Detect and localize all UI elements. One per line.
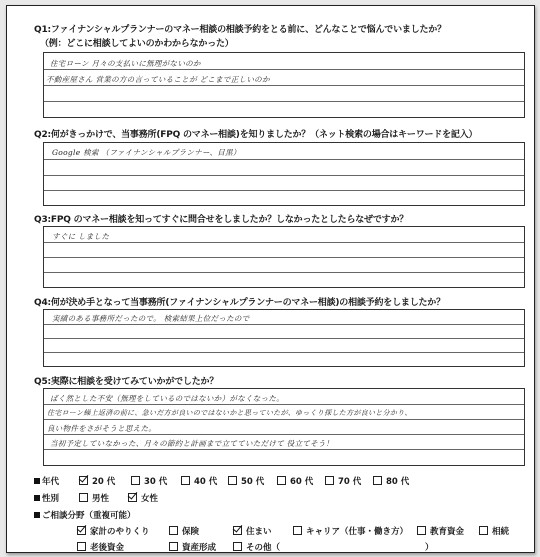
q3-title: Q3:FPQ のマネー相談を知ってすぐに問合せをしましたか？しなかったとしたらなぜですか？ xyxy=(34,215,409,225)
answer-line xyxy=(44,159,524,160)
answer-line xyxy=(44,419,524,420)
answer-line xyxy=(44,257,524,258)
category-option-education[interactable]: 教育資金 xyxy=(417,525,464,537)
checkbox[interactable] xyxy=(228,476,237,485)
q3-answer-1: すぐに しました xyxy=(52,232,110,241)
checkbox[interactable] xyxy=(277,476,286,485)
age-option-60[interactable]: 60 代 xyxy=(277,475,313,487)
q5-answer-4: 当初予定していなかった、月々の節約と計画まで立てていただけて 役立てそう！ xyxy=(50,439,334,448)
checkbox[interactable] xyxy=(233,542,242,551)
category-option-housing[interactable]: 住まい xyxy=(233,525,272,537)
category-option-assets[interactable]: 資産形成 xyxy=(169,541,216,553)
answer-line xyxy=(44,449,524,450)
checkbox[interactable] xyxy=(169,526,178,535)
checkbox[interactable] xyxy=(373,476,382,485)
age-option-40[interactable]: 40 代 xyxy=(181,475,217,487)
checkbox[interactable] xyxy=(417,526,426,535)
category-option-household[interactable]: 家計のやりくり xyxy=(77,525,150,537)
age-option-70[interactable]: 70 代 xyxy=(325,475,361,487)
answer-line xyxy=(44,175,524,176)
q1-example: （例：どこに相談してよいのかわからなかった） xyxy=(40,39,234,49)
q1-answer-box xyxy=(43,52,525,118)
q5-answer-3: 良い物件をさがそうと思えた。 xyxy=(47,424,157,433)
q5-title: Q5:実際に相談を受けてみていかがでしたか？ xyxy=(34,377,219,387)
gender-option-female[interactable]: 女性 xyxy=(128,492,158,504)
q2-title: Q2:何がきっかけで、当事務所(FPQ のマネー相談)を知りましたか？（ネット検索の場合はキーワードを記入） xyxy=(34,130,478,140)
answer-line xyxy=(44,69,524,70)
answer-line xyxy=(44,434,524,435)
answer-line xyxy=(44,101,524,102)
checkbox-checked[interactable] xyxy=(128,493,137,502)
checkbox[interactable] xyxy=(293,526,302,535)
age-option-50[interactable]: 50 代 xyxy=(228,475,264,487)
category-other-close: ） xyxy=(425,543,434,553)
checkbox-checked[interactable] xyxy=(77,526,86,535)
checkbox[interactable] xyxy=(77,542,86,551)
category-option-insurance[interactable]: 保険 xyxy=(169,525,199,537)
category-option-other[interactable]: その他（ xyxy=(233,541,280,553)
answer-line xyxy=(44,190,524,191)
answer-line xyxy=(44,85,524,86)
checkbox-checked[interactable] xyxy=(79,476,88,485)
q5-answer-box xyxy=(43,388,525,466)
gender-option-male[interactable]: 男性 xyxy=(79,492,109,504)
category-option-career[interactable]: キャリア（仕事・働き方） xyxy=(293,525,408,537)
answer-line xyxy=(44,404,524,405)
checkbox[interactable] xyxy=(181,476,190,485)
q3-answer-box xyxy=(43,226,525,288)
q4-answer-1: 実績のある事務所だったので。 検索結果上位だったので xyxy=(52,314,250,323)
age-option-20[interactable]: 20 代 xyxy=(79,475,115,487)
q4-title: Q4:何が決め手となって当事務所(ファイナンシャルプランナーのマネー相談)の相談予約をしましたか？ xyxy=(34,298,445,308)
answer-line xyxy=(44,272,524,273)
answer-line xyxy=(44,338,524,339)
q1-title: Q1:ファイナンシャルプランナーのマネー相談の相談予約をとる前に、どんなことで悩んでいましたか？ xyxy=(34,25,446,35)
checkbox[interactable] xyxy=(325,476,334,485)
checkbox[interactable] xyxy=(479,526,488,535)
age-option-80[interactable]: 80 代 xyxy=(373,475,409,487)
survey-sheet xyxy=(6,5,535,553)
category-section-label: ご相談分野（重複可能） xyxy=(34,509,136,521)
checkbox-checked[interactable] xyxy=(233,526,242,535)
q5-answer-1: ばく然とした不安（無理をしているのではないか）がなくなった。 xyxy=(50,394,284,403)
age-section-label: 年代 xyxy=(34,475,59,487)
answer-line xyxy=(44,242,524,243)
age-option-30[interactable]: 30 代 xyxy=(131,475,167,487)
gender-section-label: 性別 xyxy=(34,492,59,504)
q4-answer-box xyxy=(43,309,525,367)
checkbox[interactable] xyxy=(79,493,88,502)
q1-answer-2: 不動産屋さん 営業の方の言っていることが どこまで正しいのか xyxy=(46,75,270,84)
q5-answer-2: 住宅ローン繰上返済の前に、急いだ方が良いのではないかと思っていたが、ゆっくり探した方が良いと分かり、 xyxy=(47,409,412,417)
answer-line xyxy=(44,324,524,325)
category-option-inheritance[interactable]: 相続 xyxy=(479,525,509,537)
checkbox[interactable] xyxy=(131,476,140,485)
q2-answer-box xyxy=(43,142,525,206)
answer-line xyxy=(44,352,524,353)
q1-answer-1: 住宅ローン 月々の支払いに無理がないのか xyxy=(50,59,201,68)
checkbox[interactable] xyxy=(169,542,178,551)
category-option-retirement[interactable]: 老後資金 xyxy=(77,541,124,553)
q2-answer-1: Google 検索 （ファイナンシャルプランナー、目黒） xyxy=(52,148,241,157)
